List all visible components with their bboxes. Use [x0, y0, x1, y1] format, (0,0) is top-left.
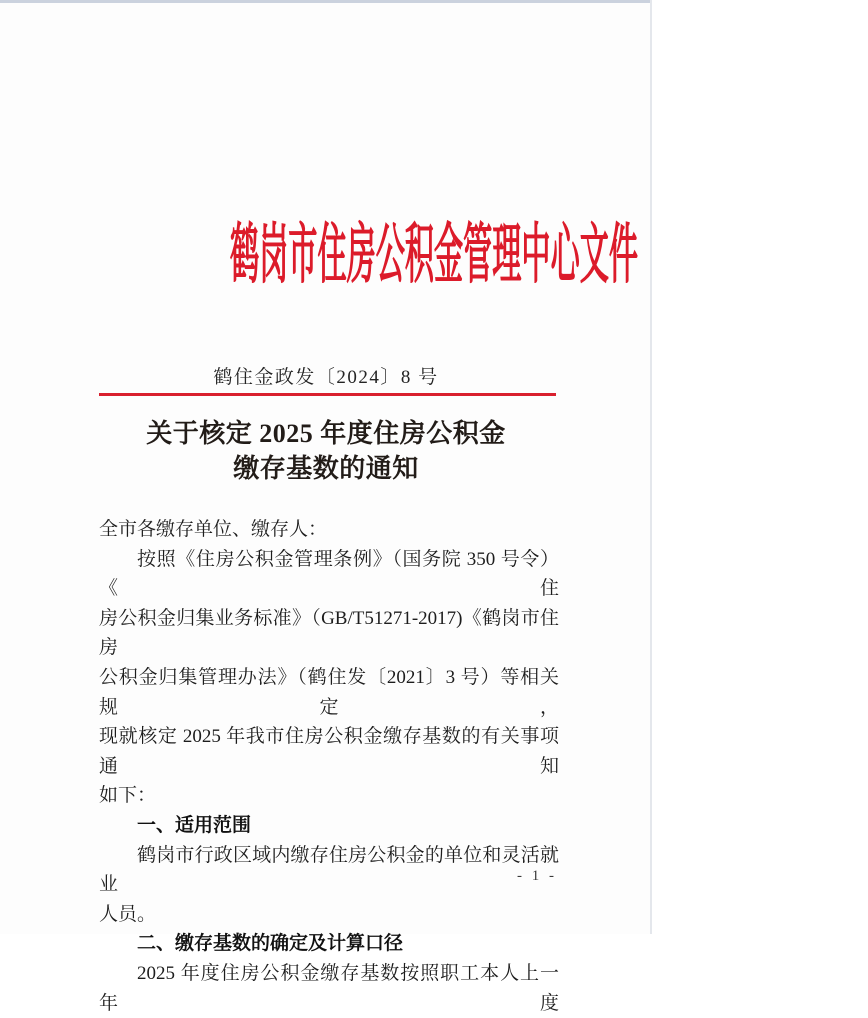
body-line: 公积金归集管理办法》（鹤住发〔2021〕3 号）等相关规定，: [99, 666, 559, 718]
notice-title: [0, 416, 652, 486]
body-line: 一、适用范围: [137, 814, 252, 836]
body-line: 鹤岗市行政区域内缴存住房公积金的单位和灵活就业: [99, 844, 559, 896]
agency-title: 鹤岗市住房公积金管理中心文件: [230, 219, 638, 292]
page-number: - 1 -: [517, 868, 557, 884]
body-line: 如下：: [99, 785, 157, 807]
body-line: 按照《住房公积金管理条例》（国务院 350 号令）《住: [99, 548, 559, 600]
body-line: 人员。: [99, 903, 157, 925]
body-line: 全市各缴存单位、缴存人：: [99, 519, 328, 540]
notice-title-line2: 缴存基数的通知: [233, 454, 419, 483]
document-body: [99, 515, 559, 1018]
agency-header: [0, 219, 652, 292]
scan-edge-top: [0, 0, 652, 3]
body-line: 房公积金归集业务标准》（GB/T51271-2017)《鹤岗市住房: [99, 607, 559, 659]
body-line: 现就核定 2025 年我市住房公积金缴存基数的有关事项通知: [99, 726, 559, 777]
doc-number: 鹤住金政发〔2024〕8 号: [213, 367, 439, 388]
body-line: 二、缴存基数的确定及计算口径: [137, 933, 404, 955]
body-line: 2025 年度住房公积金缴存基数按照职工本人上一年度: [99, 962, 559, 1014]
notice-title-line1: 关于核定 2025 年度住房公积金: [146, 419, 506, 448]
header-divider: [99, 393, 556, 396]
